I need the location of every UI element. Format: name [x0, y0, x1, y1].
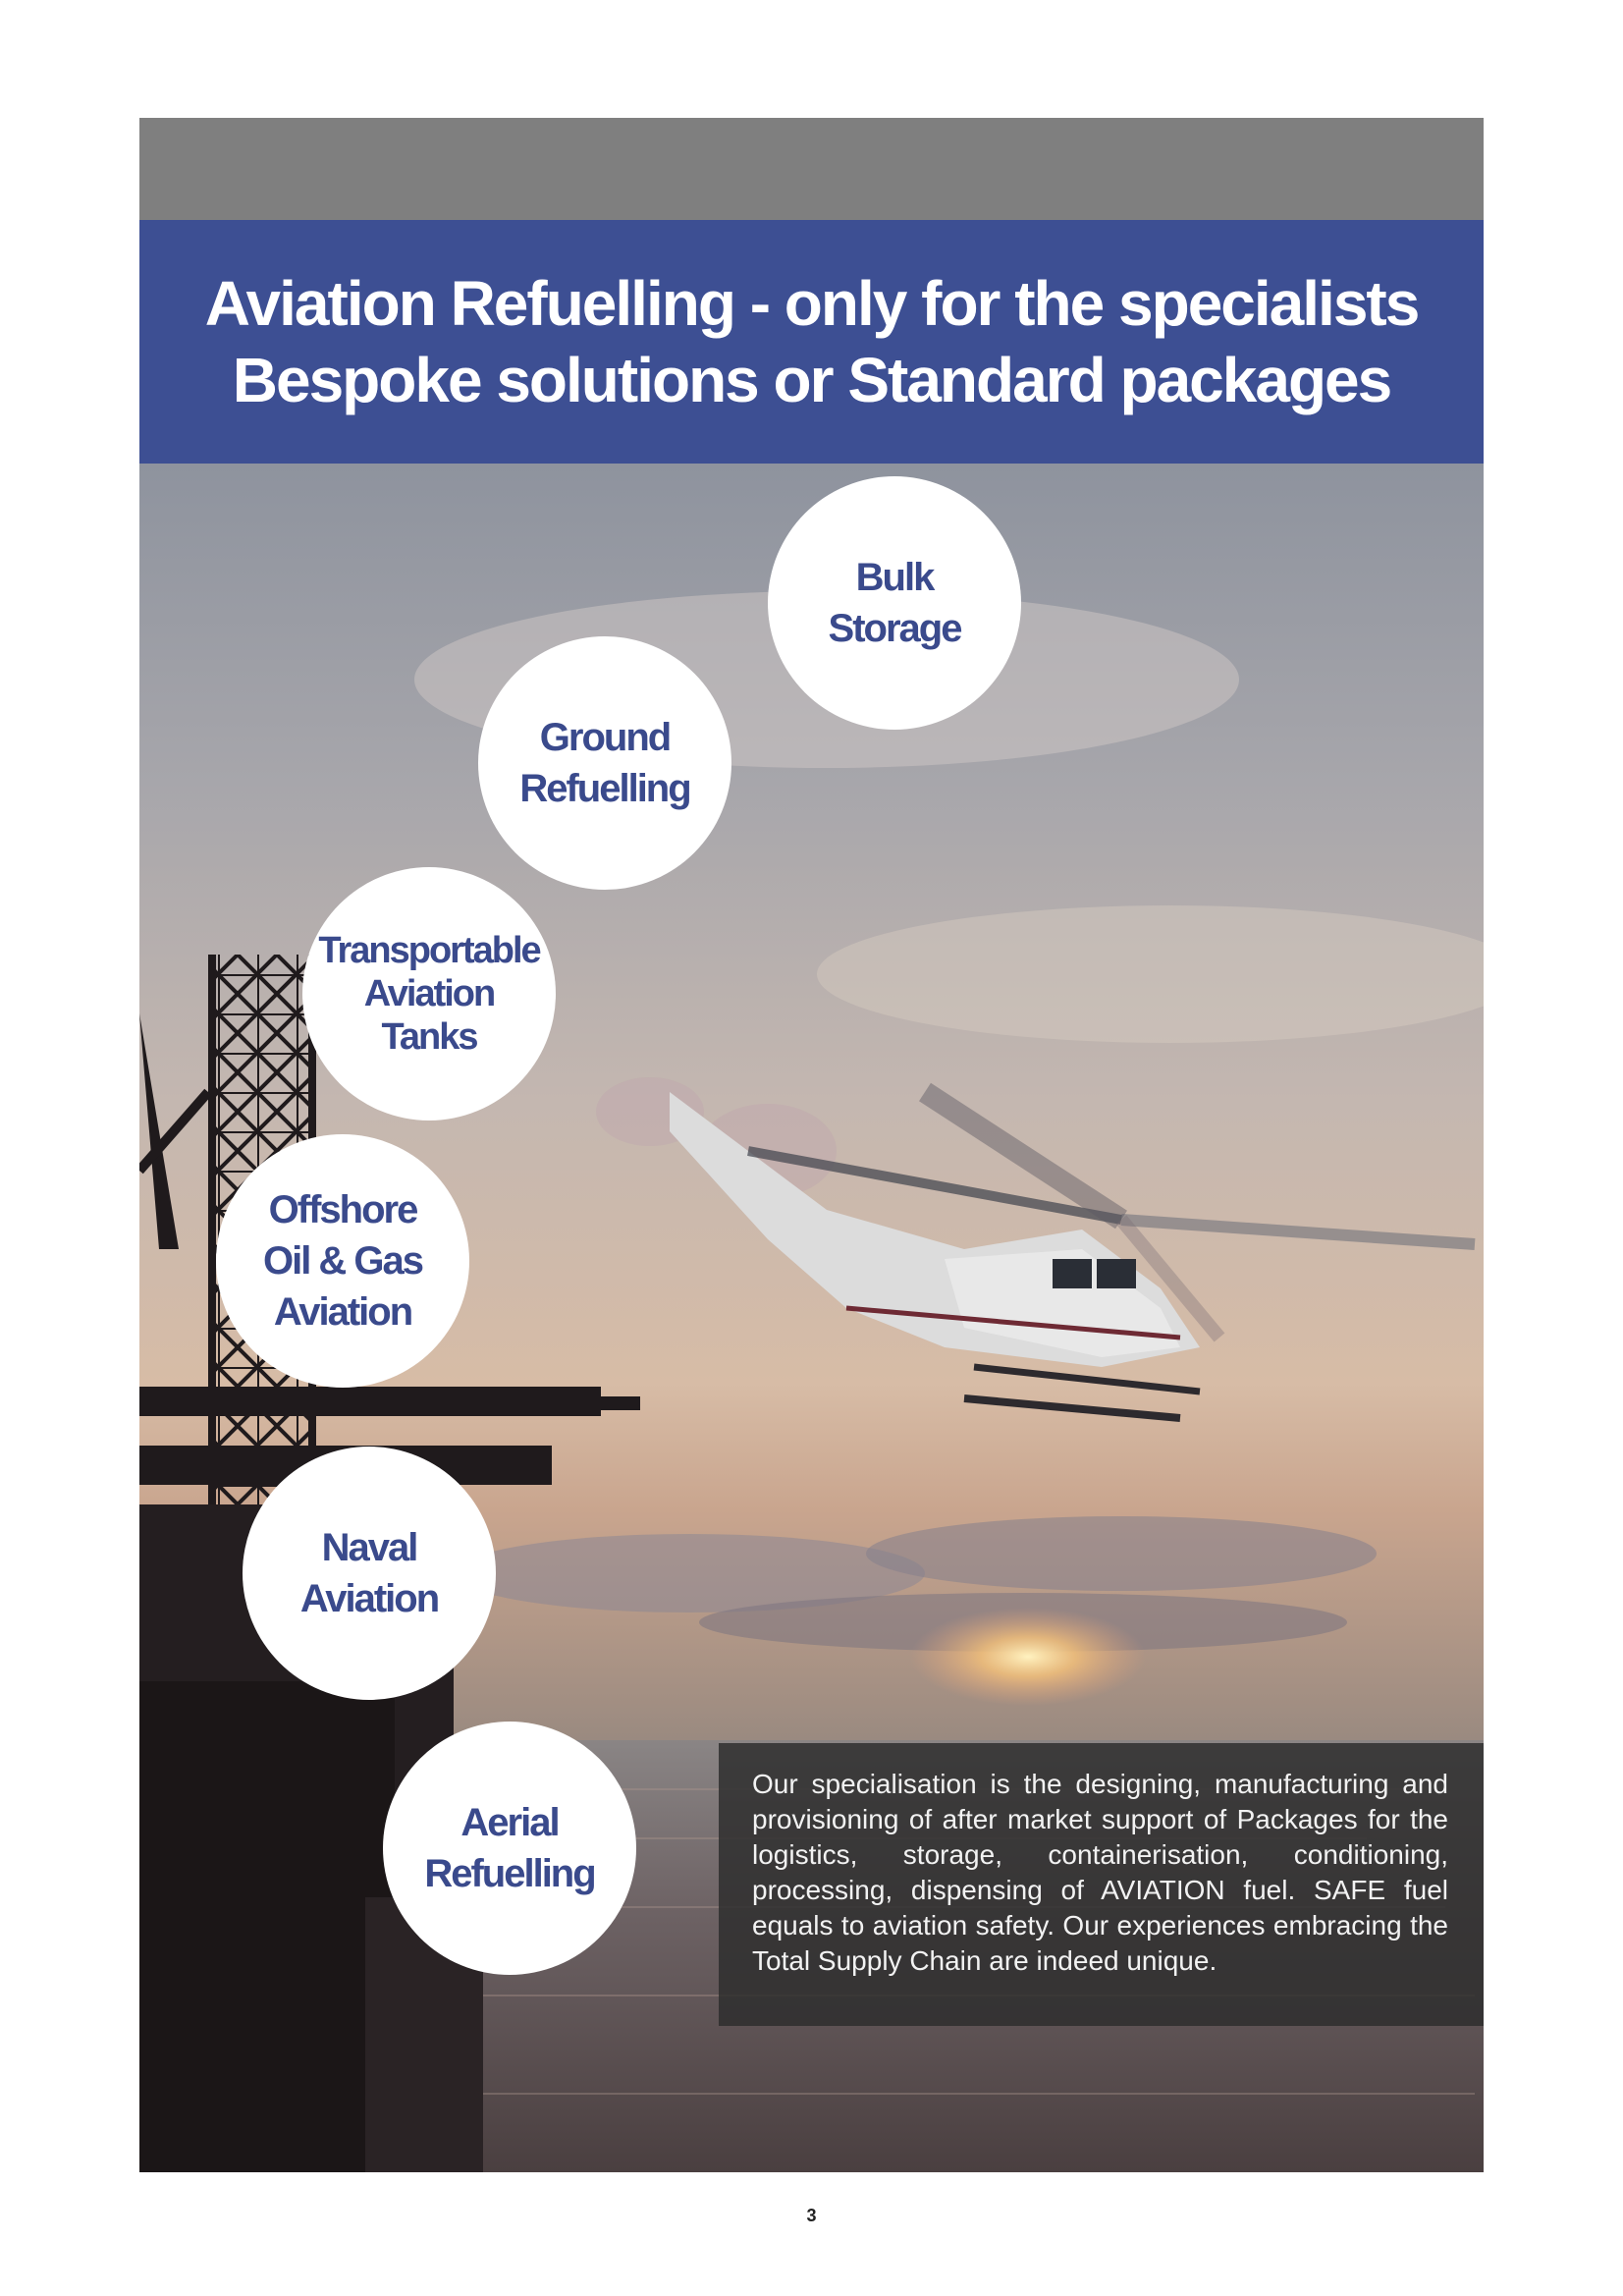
- service-label: Ground Refuelling: [519, 716, 690, 810]
- service-label: Naval Aviation: [299, 1526, 439, 1620]
- service-bubble-offshore-oil-gas: [216, 1134, 469, 1388]
- title-line-2: Bespoke solutions or Standard packages: [232, 345, 1391, 415]
- service-bubble-aerial-refuelling: [383, 1722, 636, 1975]
- service-label: Offshore Oil & Gas Aviation: [262, 1188, 423, 1334]
- description-text: Our specialisation is the designing, manufacturing and provisioning of after market support of Packages for the logistics, storage, containerisation, conditioning, processing, dispensing of AVIATION fuel. SAFE fuel equals to aviation safety. Our experiences embracing the Total Supply Chain are indeed unique.: [752, 1769, 1448, 1976]
- page-panel: [139, 118, 1484, 2172]
- service-label: Transportable Aviation Tanks: [318, 930, 540, 1058]
- page-number: 3: [806, 2206, 817, 2225]
- service-label: Aerial Refuelling: [424, 1801, 595, 1895]
- title-banner: [139, 220, 1484, 464]
- title-line-1: Aviation Refuelling - only for the specialists: [204, 268, 1419, 339]
- service-label: Bulk Storage: [828, 556, 961, 650]
- service-bubble-bulk-storage: [768, 476, 1021, 730]
- service-bubble-naval-aviation: [243, 1447, 496, 1700]
- top-grey-band: [139, 118, 1484, 220]
- service-bubble-ground-refuelling: [478, 636, 731, 890]
- service-bubble-transportable-tanks: [302, 867, 556, 1121]
- description-box: [719, 1743, 1484, 2026]
